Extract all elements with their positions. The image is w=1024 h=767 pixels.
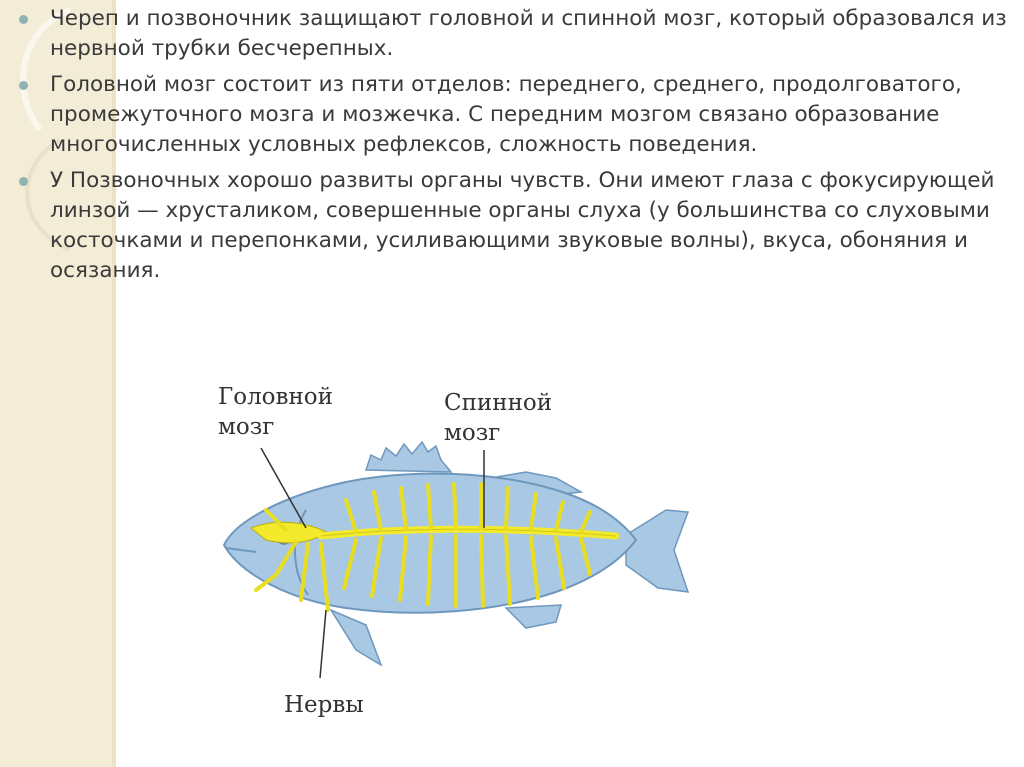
bullet-marker-icon xyxy=(19,81,28,90)
bullet-text: Череп и позвоночник защищают головной и спинной мозг, который образовался из нервной трубки бесчерепных. xyxy=(50,6,1007,61)
label-spinal-line2: мозг xyxy=(444,420,501,446)
nerves-pointer-line xyxy=(320,610,326,678)
bullet-marker-icon xyxy=(19,15,28,24)
label-nerves: Нервы xyxy=(284,692,364,718)
bullet-list xyxy=(18,0,1008,292)
pelvic-fin xyxy=(331,610,381,665)
bullet-text: У Позвоночных хорошо развиты органы чувств. Они имеют глаза с фокусирующей линзой — хрусталиком, совершенные органы слуха (у большинства со слуховыми косточками и перепонками, усиливающими звуковые волны), вкуса, обоняния и осязания. xyxy=(50,168,995,283)
label-brain-line2: мозг xyxy=(218,414,275,440)
bullet-text: Головной мозг состоит из пяти отделов: переднего, среднего, продолговатого, промежуточного мозга и мозжечка. С передним мозгом связано образование многочисленных условных рефлексов, сложность поведения. xyxy=(50,72,962,157)
anal-fin xyxy=(506,605,561,628)
bullet-item xyxy=(18,166,1008,286)
bullet-marker-icon xyxy=(19,177,28,186)
fish-nervous-system-figure xyxy=(196,360,726,740)
fish-diagram xyxy=(196,360,726,740)
bullet-item xyxy=(18,4,1008,64)
tail-fin xyxy=(626,510,688,592)
label-brain-line1: Головной xyxy=(218,384,333,410)
dorsal-fin xyxy=(366,442,451,472)
bullet-item xyxy=(18,70,1008,160)
label-spinal-line1: Спинной xyxy=(444,390,553,416)
